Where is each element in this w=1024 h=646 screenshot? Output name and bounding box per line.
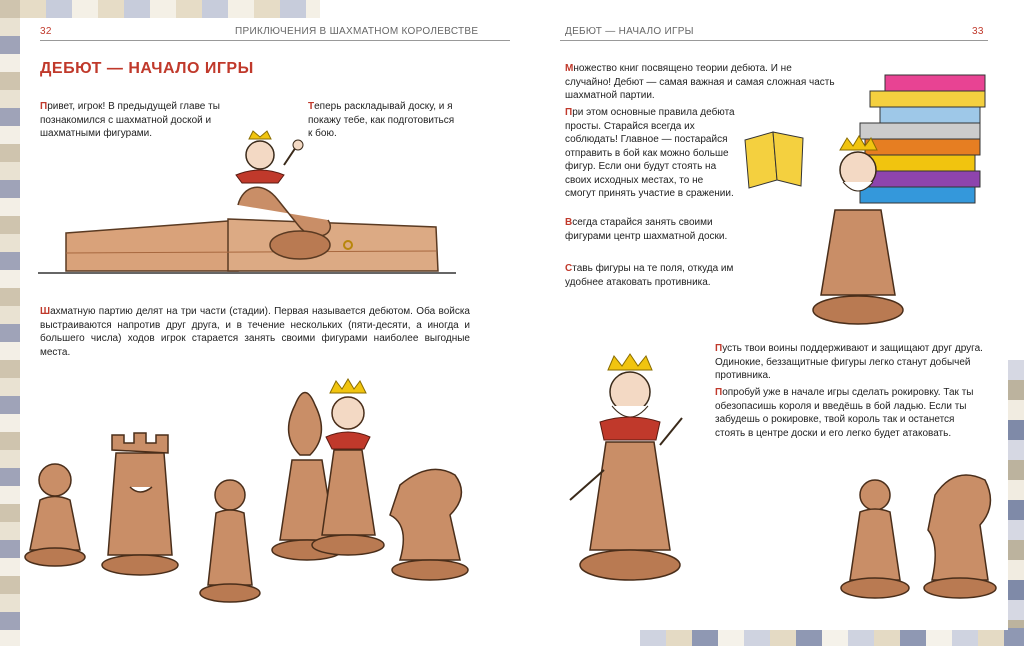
rook-figure xyxy=(102,433,178,575)
paragraph-castling: Попробуй уже в начале игры сделать рокировку. Так ты обезопасишь короля и введёшь в бой ладью. Если ты забудешь о рокировке, твой король так и останется стоять в центре доски и его легко будет атаковать. xyxy=(715,387,974,439)
header-rule-left xyxy=(40,40,510,41)
decorative-checker-border-top xyxy=(20,0,320,18)
paragraph-basic-rules: При этом основные правила дебюта просты. Старайся всегда их соблюдать! Главное — постарайся отправить в бой как можно больше фигур. Если они будут стоять на своих исходных местах, то не смогут принять участие в сражении. xyxy=(565,107,735,199)
chapter-title: ДЕБЮТ — НАЧАЛО ИГРЫ xyxy=(40,60,254,77)
decorative-checker-border-right xyxy=(1006,360,1024,646)
illustration-pawn-and-knight xyxy=(820,450,1000,610)
running-head-right: ДЕБЮТ — НАЧАЛО ИГРЫ xyxy=(565,26,694,37)
stages-paragraph: Шахматную партию делят на три части (стадии). Первая называется дебютом. Оба войска выстраиваются напротив друг друга, и в течение нескольких (пяти-десяти, а иногда и большего числа) ходов игрок старается занять своими фигурами наиболее выгодные места. xyxy=(40,306,470,358)
illustration-piece-group xyxy=(30,375,470,615)
knight-figure xyxy=(390,469,468,580)
decorative-checker-border-left xyxy=(0,0,20,646)
open-book xyxy=(745,132,803,188)
intro-paragraph-right: Теперь раскладывай доску, и я покажу тебе, как подготовиться к бою. xyxy=(308,101,455,139)
paragraph-center: Всегда старайся занять своими фигурами центр шахматной доски. xyxy=(565,217,728,242)
pawn-figure xyxy=(25,464,85,566)
decorative-checker-border-bottom xyxy=(640,628,1024,646)
paragraph-positions: Ставь фигуры на те поля, откуда им удобнее атаковать противника. xyxy=(565,263,734,288)
illustration-king-with-books xyxy=(745,70,1000,340)
intro-paragraph-left: Привет, игрок! В предыдущей главе ты познакомился с шахматной доской и шахматными фигурами. xyxy=(40,101,220,139)
running-head-left: ПРИКЛЮЧЕНИЯ В ШАХМАТНОМ КОРОЛЕВСТВЕ xyxy=(235,26,479,37)
illustration-king-opening-board xyxy=(38,125,458,285)
books-stack xyxy=(855,75,985,203)
knight-figure xyxy=(924,475,996,598)
pawn-figure xyxy=(841,480,909,598)
left-page xyxy=(30,20,515,630)
paragraph-support: Пусть твои воины поддерживают и защищают друг друга. Одинокие, беззащитные фигуры легко станут добычей противника. xyxy=(715,343,983,381)
header-rule-right xyxy=(560,40,988,41)
page-number-left: 32 xyxy=(40,26,52,37)
paragraph-theory-books: Множество книг посвящено теории дебюта. И не случайно! Дебют — самая важная и самая сложная часть шахматной партии. xyxy=(565,63,835,101)
right-page xyxy=(520,20,1008,630)
page-number-right: 33 xyxy=(972,26,984,37)
small-pawn-figure xyxy=(200,480,260,602)
illustration-lone-king xyxy=(560,350,710,610)
